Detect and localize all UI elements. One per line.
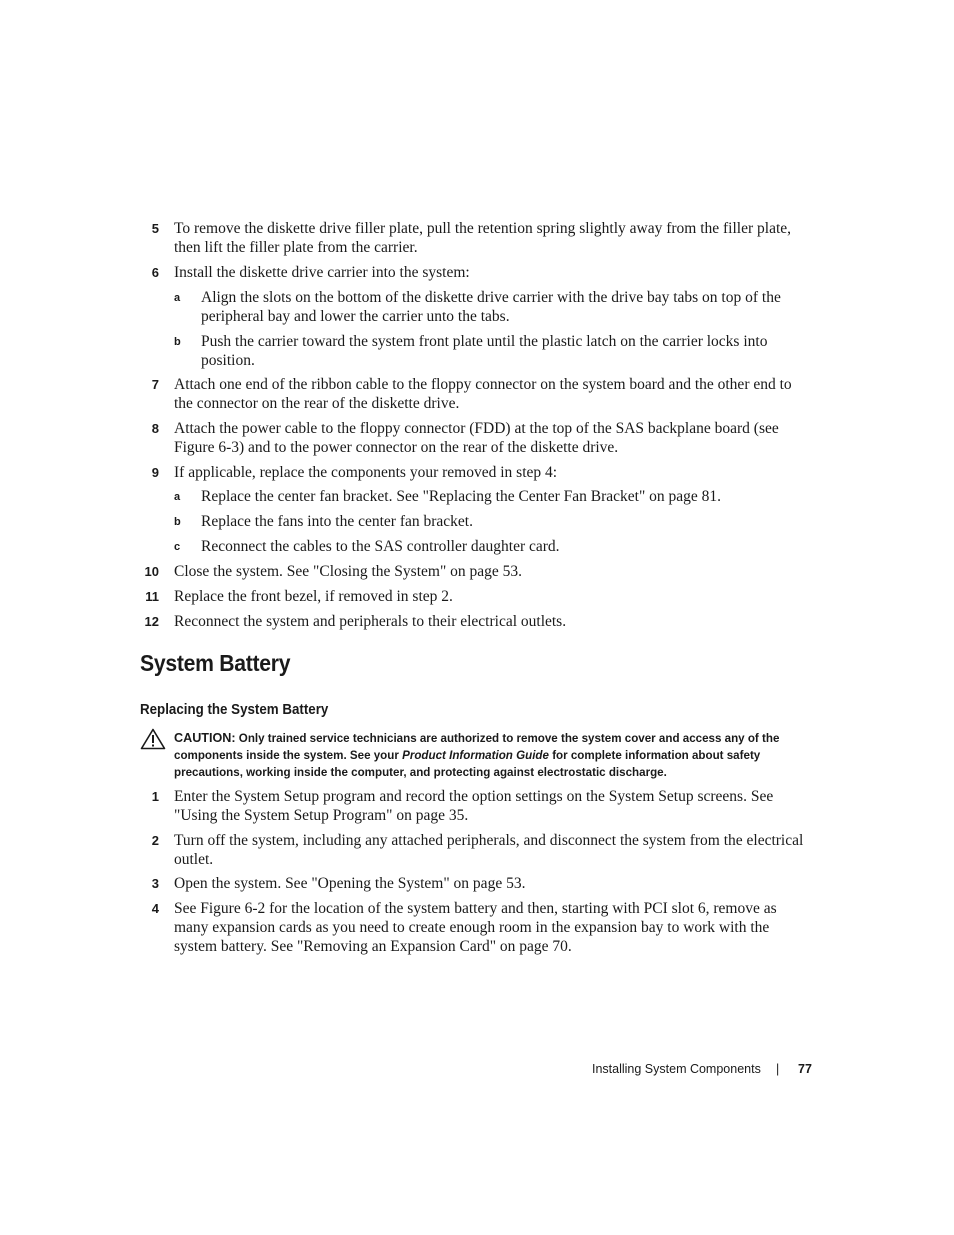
step-number: 2 (151, 833, 159, 848)
step-text: Turn off the system, including any attached peripherals, and disconnect the system from the electrical outlet. (174, 832, 804, 868)
caution-text-after: for complete information about safety precautions, working inside the computer, and protecting against electrostatic discharge. (174, 749, 761, 779)
substep-text: Replace the center fan bracket. See "Replacing the Center Fan Bracket" on page 81. (201, 488, 722, 505)
substep-text: Reconnect the cables to the SAS controller daughter card. (201, 538, 560, 555)
step-number: 9 (151, 465, 159, 480)
step-number: 11 (145, 589, 159, 604)
step-number: 1 (151, 789, 159, 804)
caution-text-before: Only trained service technicians are authorized to remove the system cover and access any of the components inside the system. See your (174, 732, 780, 762)
step-number: 6 (151, 265, 159, 280)
step-text: If applicable, replace the components your removed in step 4: (174, 464, 558, 481)
substep-text: Replace the fans into the center fan bracket. (201, 513, 473, 530)
caution-note (174, 730, 814, 781)
substep-text: Push the carrier toward the system front plate until the plastic latch on the carrier locks into position. (201, 333, 768, 369)
step-text: To remove the diskette drive filler plate, pull the retention spring slightly away from the filler plate, then lift the filler plate from the carrier. (174, 220, 792, 256)
step-text: Install the diskette drive carrier into the system: (174, 264, 470, 281)
caution-label: CAUTION: (174, 731, 236, 745)
step-text: Open the system. See "Opening the System" on page 53. (174, 875, 526, 892)
step-number: 4 (151, 901, 159, 916)
substep-letter: c (174, 541, 181, 553)
step-number: 3 (151, 876, 159, 891)
page-number: 77 (798, 1062, 812, 1076)
step-number: 12 (144, 614, 159, 629)
footer-section-name: Installing System Components (592, 1062, 761, 1076)
step-text: Enter the System Setup program and record the option settings on the System Setup screens. See "Using the System Setup Program" on page 35. (174, 788, 774, 824)
substep-letter: b (174, 336, 181, 348)
substep-letter: a (174, 491, 181, 503)
substep-text: Align the slots on the bottom of the diskette drive carrier with the drive bay tabs on top of the peripheral bay and lower the carrier unto the tabs. (201, 289, 781, 325)
caution-italic-title: Product Information Guide (402, 749, 549, 762)
caution-icon-wrap (140, 728, 166, 750)
footer-separator: | (776, 1062, 780, 1076)
step-text: Replace the front bezel, if removed in step 2. (174, 588, 453, 605)
step-text: Attach the power cable to the floppy connector (FDD) at the top of the SAS backplane board (see Figure 6-3) and to the power connector on the rear of the diskette drive. (174, 420, 779, 456)
step-number: 8 (151, 421, 159, 436)
substep-letter: b (174, 516, 181, 528)
step-text: Attach one end of the ribbon cable to the floppy connector on the system board and the other end to the connector on the rear of the diskette drive. (174, 376, 792, 412)
step-number: 5 (151, 221, 159, 236)
section-title: System Battery (140, 650, 291, 676)
substep-letter: a (174, 292, 181, 304)
step-text: See Figure 6-2 for the location of the system battery and then, starting with PCI slot 6, remove as many expansion cards as you need to create enough room in the expansion bay to work with the system battery. See "Removing an Expansion Card" on page 70. (174, 900, 777, 955)
step-text: Close the system. See "Closing the System" on page 53. (174, 563, 523, 580)
step-text: Reconnect the system and peripherals to their electrical outlets. (174, 613, 567, 630)
subsection-title: Replacing the System Battery (140, 702, 329, 718)
step-number: 10 (144, 564, 159, 579)
warning-triangle-icon (140, 728, 166, 750)
step-number: 7 (151, 377, 159, 392)
